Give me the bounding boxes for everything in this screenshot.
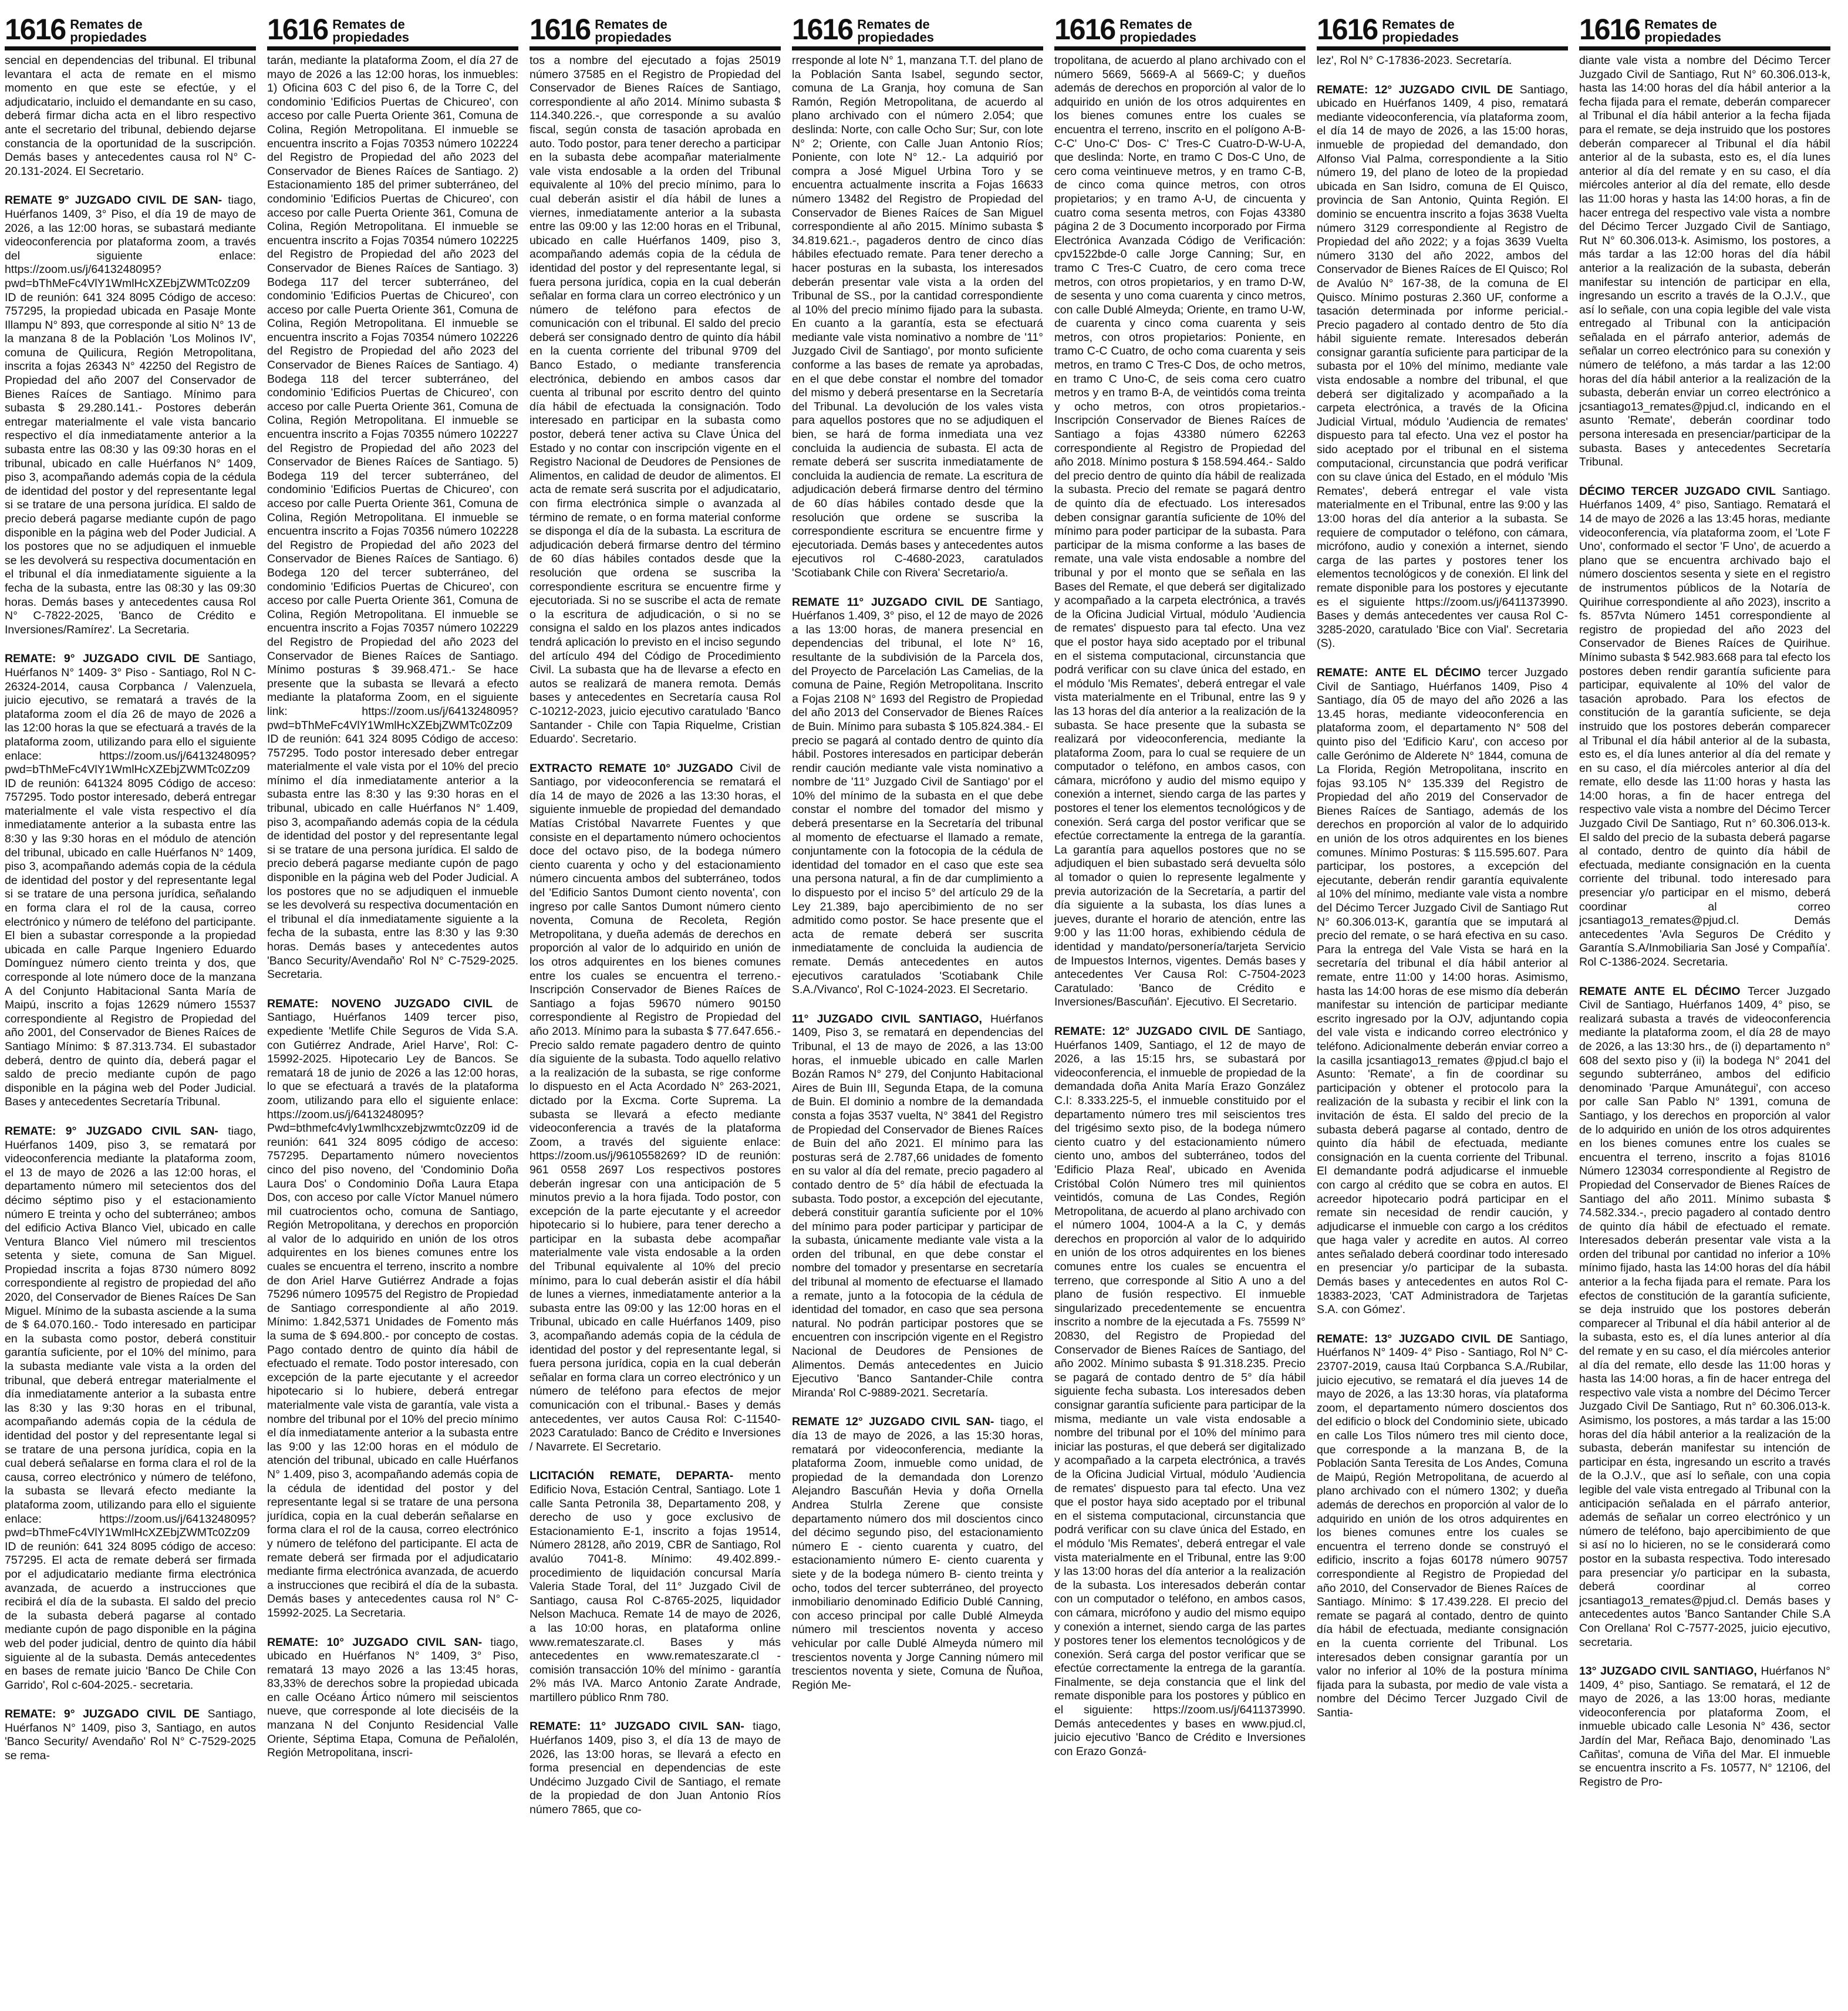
auction-notice	[1317, 1332, 1568, 1720]
section-header	[267, 8, 518, 50]
auction-notice	[267, 54, 518, 982]
section-title: Remates de propiedades	[1382, 17, 1459, 45]
notice-text: Santiago, Huérfanos N° 1409- 3° Piso - Santiago, Rol N C-26324-2014, causa Corpbanca / Valenzuela, juicio ejecutivo, se rematará a través de la plataforma zoom el día 26 de mayo de 2026 a las 12:00 horas la que se efectuará a través de la plataforma zoom, utilizando para ello el siguiente enlace: https://zoom.us/j/6413248095? pwd=bThMeFc4VlY1WmlHcXZEbjZWMTc0Zz09 ID de reunión: 641324 8095 Código de acceso: 757295. Todo postor interesado, deberá entregar materialmente el vale vista respectivo el día inmediatamente anterior a la subasta entre las 8:30 y las 9:30 horas en el módulo de atención del tribunal, ubicado en calle Huérfanos N° 1409, piso 3, acompañando además copia de la cédula de identidad del postor y del representante legal si se tratare de una persona jurídica, señalando en forma clara el rol de la causa, correo electrónico y número de teléfono del participante. El bien a subastar corresponde a la propiedad ubicada en calle Parque Ingeniero Eduardo Domínguez número ciento treinta y dos, que corresponde al lote número doce de la manzana A del Conjunto Habitacional Santa María de Maipú, inscrito a fojas 12629 número 15537 correspondiente al Registro de Propiedad del año 2001, del Conservador de Bienes Raíces de Santiago Mínimo: $ 87.313.734. El subastador deberá, dentro de quinto día, deberá pagar el saldo de precio mediante cupón de pago disponible en la página web del Poder Judicial. Bases y antecedentes Secretaría Tribunal.	[5, 652, 256, 1109]
auction-notice	[1579, 1665, 1830, 1789]
auction-notice	[5, 194, 256, 637]
auction-notice	[1317, 54, 1568, 68]
notice-heading: REMATE: 12° JUZGADO CIVIL DE	[1054, 1024, 1251, 1038]
notice-heading: REMATE: 10° JUZGADO CIVIL SAN-	[267, 1635, 483, 1649]
notice-heading: LICITACIÓN REMATE, DEPARTA-	[530, 1469, 734, 1483]
column-body	[792, 50, 1043, 1692]
column-body	[1054, 50, 1306, 1759]
notice-text: tarán, mediante la plataforma Zoom, el día 27 de mayo de 2026 a las 12:00 horas, los inmuebles: 1) Oficina 603 C del piso 6, de la Torre C, del condominio 'Edificios Puertas de Chicureo', con acceso por calle Puerta Oriente 361, Comuna de Colina, Región Metropolitana. El inmueble se encuentra inscrito a Fojas 70353 número 102224 del Registro de Propiedad del año 2023 del Conservador de Bienes Raíces de Santiago. 2) Estacionamiento 185 del primer subterráneo, del condominio 'Edificios Puertas de Chicureo', con acceso por calle Puerta Oriente 361, Comuna de Colina, Región Metropolitana. El inmueble se encuentra inscrito a Fojas 70354 número 102225 del Registro de Propiedad del año 2023 del Conservador de Bienes Raíces de Santiago. 3) Bodega 117 del tercer subterráneo, del condominio 'Edificios Puertas de Chicureo', con acceso por calle Puerta Oriente 361, Comuna de Colina, Región Metropolitana. El inmueble se encuentra inscrito a Fojas 70354 número 102226 del Registro de Propiedad del año 2023 del Conservador de Bienes Raíces de Santiago. 4) Bodega 118 del tercer subterráneo, del condominio 'Edificios Puertas de Chicureo', con acceso por calle Puerta Oriente 361, Comuna de Colina, Región Metropolitana. El inmueble se encuentra inscrito a Fojas 70355 número 102227 del Registro de Propiedad del año 2023 del Conservador de Bienes Raíces de Santiago. 5) Bodega 119 del tercer subterráneo, del condominio 'Edificios Puertas de Chicureo', con acceso por calle Puerta Oriente 361, Comuna de Colina, Región Metropolitana. El inmueble se encuentra inscrito a Fojas 70356 número 102228 del Registro de Propiedad del año 2023 del Conservador de Bienes Raíces de Santiago. 6) Bodega 120 del tercer subterráneo, del condominio 'Edificios Puertas de Chicureo', con acceso por calle Puerta Oriente 361, Comuna de Colina, Región Metropolitana. El inmueble se encuentra inscrito a Fojas 70357 número 102229 del Registro de Propiedad del año 2023 del Conservador de Bienes Raíces de Santiago. Mínimo posturas $ 39.968.471.- Se hace presente que la subasta se llevará a efecto mediante la plataforma Zoom, en el siguiente link: https://zoom.us/j/6413248095? pwd=bThMeFc4VlY1WmlHcXZEbjZWMTc0Zz09 ID de reunión: 641 324 8095 Código de acceso: 757295. Todo postor interesado deber entregar materialmente el vale vista por el 10% del precio mínimo el día inmediatamente anterior a la subasta entre las 8:30 y las 9:30 horas en el tribunal, ubicado en calle Huérfanos N° 1.409, piso 3, acompañando además copia de la cédula de identidad del postor y del representante legal si se tratare de una persona jurídica. El saldo de precio deberá pagarse mediante cupón de pago disponible en la página web del Poder Judicial. A los postores que no se adjudiquen el inmueble se les devolverá su respectiva documentación en el tribunal el día inmediatamente siguiente a la fecha de la subasta, entre las 8:30 y las 9:30 horas. Demás bases y antecedentes autos 'Banco Security/Avendaño' Rol N° C-7529-2025. Secretaria.	[267, 54, 518, 981]
notice-text: de Santiago, Huérfanos 1409 tercer piso, expediente 'Metlife Chile Seguros de Vida S.A. con Gutiérrez Andrade, Ariel Harve', Rol: C-15992-2025. Hipotecario Ley de Bancos. Se rematará 18 de junio de 2026 a las 12:00 horas, lo que se efectuará a través de la plataforma zoom, utilizando para ello el siguiente enlace: https://zoom.us/j/6413248095? Pwd=bthmefc4vly1wmlhcxzebjzwmtc0zz09 id de reunión: 641 324 8095 código de acceso: 757295. Departamento número novecientos cinco del piso noveno, del 'Condominio Doña Laura Dos' o Condominio Doña Laura Etapa Dos, con acceso por calle Víctor Manuel número mil cuatrocientos ocho, comuna de Santiago, Región Metropolitana, y derechos en proporción al valor de lo adquirido en unión de los otros adquirentes en los bienes comunes entre los cuales se encuentra el terreno, inscrito a nombre de don Ariel Harve Gutiérrez Andrade a fojas 75296 número 109575 del Registro de Propiedad de Santiago correspondiente al año 2019. Mínimo: 1.842,5371 Unidades de Fomento más la suma de $ 694.800.- por concepto de costas. Pago contado dentro de quinto día hábil de efectuado el remate. Todo postor interesado, con excepción de la parte ejecutante y el acreedor hipotecario si lo hubiere, deberá entregar materialmente vale vista de garantía, vale vista a nombre del tribunal por el 10% del precio mínimo el día inmediatamente anterior a la subasta entre las 9:00 y las 12:00 horas en el módulo de atención del tribunal, ubicado en calle Huérfanos N° 1.409, piso 3, acompañando además copia de la cédula de identidad del postor y del representante legal si se tratare de una persona jurídica, copia en la cual deberán señalarse en forma clara el rol de la causa, correo electrónico y número de teléfono del participante. El acta de remate deberá ser firmada por el adjudicatario mediante firma electrónica avanzada, de acuerdo a instrucciones que recibirá el día de la subasta. Demás bases y antecedentes causa rol N° C-15992-2025. La Secretaria.	[267, 997, 518, 1619]
auction-notice	[5, 1125, 256, 1692]
section-header	[1054, 8, 1306, 50]
section-header	[5, 8, 256, 50]
notice-text: Santiago, Huérfanos 1409, Santiago, el 12 de mayo de 2026, a las 15:15 hrs, se subastará por videoconferencia, el inmueble de propiedad de la demandada doña Anita María Erazo González C.I: 8.333.225-5, el inmueble constituido por el departamento número tres mil seiscientos tres del trigésimo sexto piso, de la bodega número ciento cuatro y del estacionamiento número ciento uno, ambos del subterráneo, todos del 'Edificio Plaza Real', ubicado en Avenida Cristóbal Colón Número tres mil quinientos veintidós, comuna de Las Condes, Región Metropolitana, de acuerdo al plano archivado con el número 1004, 1004-A a la C, y demás derechos en proporción al valor de lo adquirido en unión de los otros adquirentes en los bienes comunes entre los cuales se encuentra el terreno, que corresponde al Sitio A uno a del plano de fusión respectivo. El inmueble singularizado precedentemente se encuentra inscrito a nombre de la ejecutada a Fs. 75599 N° 20830, del Registro de Propiedad del Conservador de Bienes Raíces de Santiago, del año 2002. Mínimo subasta $ 91.318.235. Precio se pagará de contado dentro de 5° día hábil siguiente fecha subasta. Los interesados deben consignar garantía suficiente para participar de la misma, mediante un vale vista endosable a nombre del tribunal por el 10% del mínimo para iniciar las posturas, el que deberá ser digitalizado y acompañado a la carpeta electrónica, a través de la Oficina Judicial Virtual, módulo 'Audiencia de remates' dispuesto para tal efecto. Una vez que el postor haya sido aceptado por el tribunal en el sistema computacional, circunstancia que podrá verificar con su clave única del Estado, en el módulo 'Mis Remates', deberá entregar el vale vista materialmente en el Tribunal, entre las 9:00 y las 13:00 horas del día anterior a la realización de la subasta. Los interesados deberán contar con un computador o teléfono, en ambos casos, con cámara, micrófono y audio del mismo equipo y conexión a internet, siendo carga de las partes y postores tener los elementos tecnológicos y de conexión. Será carga del postor verificar que se efectúe correctamente la entrega de la garantía. Finalmente, se deja constancia que el link del remate disponible para los postores y público en el siguiente: https://zoom.us/j/6411373990. Demás antecedentes y bases en www.pjud.cl, juicio ejecutivo 'Banco de Crédito e Inversiones con Erazo Gonzá-	[1054, 1024, 1306, 1758]
notice-heading: REMATE 11° JUZGADO CIVIL DE	[792, 595, 987, 609]
notice-text: diante vale vista a nombre del Décimo Tercer Juzgado Civil de Santiago, Rut N° 60.306.013-k, hasta las 14:00 horas del día hábil anterior a la fecha fijada para el remate, deberán comparecer al Tribunal el día hábil anterior a la fecha fijada para el remate, se deja instruido que los postores deberán comparecer al Tribunal el día hábil anterior al de la subasta, esto es, el día lunes anterior al día del remate y en su caso, el día miércoles anterior al día del remate, ello desde las 11:00 horas y hasta las 14:00 horas, a fin de hacer entrega del respectivo vale vista a nombre del Décimo Tercer Juzgado Civil de Santiago, Rut N° 60.306.013-k. Asimismo, los postores, a más tardar a las 12:00 horas del día hábil anterior a la realización de la subasta, deberán manifestar su intención de participar en ella, ingresando un escrito a través de la O.J.V., que así lo señale, con una copia legible del vale vista entregado al Tribunal con la anticipación señalada en el párrafo anterior, además de señalar un correo electrónico para su conexión y número de teléfono, a más tardar a las 12:00 horas del día hábil anterior a la realización de la subasta, deberán enviar un correo electrónico a jcsantiago13_remates@pjud.cl, indicando en el asunto 'Remate', deberán coordinar todo persona interesada en presenciar/participar de la subasta. Bases y antecedentes Secretaría Tribunal.	[1579, 54, 1830, 469]
page-number: 1616	[792, 13, 853, 46]
page-number: 1616	[267, 13, 328, 46]
notice-text: Santiago. Huérfanos 1409, 4° piso, Santiago. Rematará el 14 de mayo de 2026 a las 13:45 horas, mediante videoconferencia, vía plataforma zoom, el 'Lote F Uno', conformado el sector 'F Uno', de acuerdo a plano que se encuentra archivado bajo el número doscientos sesenta y siete en el registro de instrumentos públicos de la Notaría de Quirihue correspondiente al año 2023), inscrito a fs. 857vta Número 1451 correspondiente al registro de propiedad del año 2023 del Conservador de Bienes Raíces de Quirihue. Mínimo subasta $ 542.983.668 para tal efecto los postores deben rendir garantía suficiente para participar, equivalente al 10% del valor de tasación aprobado. Para los efectos de constitución de la garantía suficiente, se deja instruido que los postores deberán comparecer al Tribunal el día hábil anterior al de la subasta, esto es, el día lunes anterior al día del remate y en su caso, el día miércoles anterior al día del remate, ello desde las 11:00 horas y hasta las 14:00 horas, a fin de hacer entrega del respectivo vale vista a nombre del Décimo Tercer Juzgado Civil De Santiago, Rut n° 60.306.013-k. El saldo del precio de la subasta deberá pagarse al contado, dentro de quinto día hábil de efectuada, mediante consignación en la cuenta corriente del tribunal. todo interesado para presenciar y/o participar en el mismo, deberá coordinar al correo jcsantiago13_remates@pjud.cl. Demás antecedentes 'Avla Seguros De Crédito y Garantía S.A/Inmobiliaria San José y Compañía'. Rol C-1386-2024. Secretaria.	[1579, 484, 1830, 969]
auction-notice	[267, 997, 518, 1621]
notice-heading: REMATE: 9° JUZGADO CIVIL DE	[5, 652, 200, 666]
notice-heading: EXTRACTO REMATE 10° JUZGADO	[530, 761, 733, 775]
notice-heading: REMATE: ANTE EL DÉCIMO	[1317, 666, 1481, 679]
auction-notice	[1579, 485, 1830, 970]
auction-notice	[1579, 54, 1830, 470]
section-title: Remates de propiedades	[1644, 17, 1722, 45]
notice-text: tiago, Huérfanos 1409, piso 3, el día 13 de mayo de 2026, las 13:00 horas, se llevará a efecto en forma presencial en dependencias de este Undécimo Juzgado Civil de Santiago, el remate de la propiedad de don Juan Antonio Ríos número 7865, que co-	[530, 1720, 781, 1817]
auction-notice	[1317, 666, 1568, 1317]
notice-text: Huérfanos N° 1409, 4° piso, Santiago. Se rematará, el 12 de mayo de 2026, a las 13:00 horas, mediante videoconferencia por plataforma Zoom, el inmueble ubicado calle Lesonia N° 436, sector Jardín del Mar, Reñaca Bajo, denominado 'Las Cañitas', comuna de Viña del Mar. El inmueble se encuentra inscrito a Fs. 10577, N° 12106, del Registro de Pro-	[1579, 1665, 1830, 1789]
notice-text: sencial en dependencias del tribunal. El tribunal levantara el acta de remate en el mismo momento en que este se efectúe, y el adjudicatario, incluido el demandante en su caso, deberá firmar dicha acta en el libro respectivo ante el secretario del tribunal, debiendo dejarse constancia de la oportunidad de la suscripción. Demás bases y antecedentes causa rol N° C-20.131-2024. El Secretario.	[5, 54, 256, 178]
notice-text: mento Edificio Nova, Estación Central, Santiago. Lote 1 calle Santa Petronila 38, Departamento 208, y derecho de uso y goce exclusivo de Estacionamiento E-1, inscrito a fojas 19514, Número 28128, año 2019, CBR de Santiago, Rol avalúo 7041-8. Mínimo: 49.402.899.- procedimiento de liquidación concursal María Valeria Stade Toral, del 11° Juzgado Civil de Santiago, causa Rol C-8765-2025, liquidador Nelson Machuca. Remate 14 de mayo de 2026, a las 10:00 horas, en plataforma online www.remateszarate.cl. Bases y más antecedentes en www.remateszarate.cl - comisión transacción 10% del mínimo - garantía 2% más IVA. Marco Antonio Zarate Andrade, martillero público Rnm 780.	[530, 1469, 781, 1704]
auction-notice	[792, 1415, 1043, 1692]
notice-text: Santiago, Huérfanos N° 1409, piso 3, Santiago, en autos 'Banco Security/ Avendaño' Rol N° C-7529-2025 se rema-	[5, 1708, 256, 1763]
column-5	[1054, 8, 1306, 2006]
notice-heading: REMATE: 12° JUZGADO CIVIL DE	[1317, 83, 1513, 96]
notice-heading: REMATE: 13° JUZGADO CIVIL DE	[1317, 1332, 1513, 1345]
column-4	[792, 8, 1043, 2006]
notice-text: Santiago, Huérfanos 1.409, 3° piso, el 12 de mayo de 2026 a las 13:00 horas, de manera presencial en dependencias del tribunal, el lote N° 16, resultante de la subdivisión de la Parcela dos, del Proyecto de Parcelación Las Camelias, de la comuna de Paine, Región Metropolitana. Inscrito a Fojas 2108 N° 1693 del Registro de Propiedad del año 2013 del Conservador de Bienes Raíces de Buin. Mínimo para subasta $ 105.824.384.- El precio se pagará al contado dentro de quinto día hábil. Postores interesados en participar deberán rendir caución mediante vale vista nominativo a nombre de '11° Juzgado Civil de Santiago' por el 10% del mínimo de la subasta en el que debe constar el nombre del tomador del mismo y deberá presentarse en la Secretaría del tribunal al momento de efectuarse el llamado a remate, conjuntamente con la fotocopia de la cédula de identidad del tomador en el caso que este sea una persona natural, a fin de dar cumplimiento a lo dispuesto por el inciso 5° del artículo 29 de la Ley 21.389, bajo apercibimiento de no ser admitido como postor. Se hace presente que el acta de remate deberá ser suscrita inmediatamente de concluida la audiencia de remate. Demás antecedentes en autos ejecutivos caratulados 'Scotiabank Chile S.A./Vivanco', Rol C-1024-2023. El Secretario.	[792, 595, 1043, 997]
auction-notice	[792, 54, 1043, 581]
notice-text: tiago, ubicado en Huérfanos N° 1409, 3° Piso, rematará 13 mayo 2026 a las 13:45 horas, 83,33% de derechos sobre la propiedad ubicada en calle Océano Ártico número mil seiscientos nueve, que corresponde al lote dieciséis de la manzana N del Conjunto Residencial Valle Oriente, Séptima Etapa, Comuna de Peñalolén, Región Metropolitana, inscri-	[267, 1635, 518, 1760]
column-7	[1579, 8, 1830, 2006]
auction-notice	[1054, 54, 1306, 1010]
notice-text: tropolitana, de acuerdo al plano archivado con el número 5669, 5669-A al 5669-C; y dueños además de derechos en proporción al valor de lo adquirido en unión de los otros adquirentes en los bienes comunes entre los cuales se encuentra el terreno, inscrito en el polígono A-B-C-C' Uno-C' Dos- C' Tres-C Cuatro-D-W-U-A, que deslinda: Norte, en tramo C Dos-C Uno, de cero coma veintinueve metros, y en tramo C-B, de cinco coma quince metros, con otros propietarios; y en tramo A-U, de cincuenta y cuatro coma sesenta metros, con Fojas 43380 página 2 de 3 Documento incorporado por Firma Electrónica Avanzada Código de Verificación: cpv1522bde-0 calle Jorge Canning; Sur, en tramo C Tres-C Cuatro, de cero coma trece metros, con otros propietarios, y en tramo D-W, de sesenta y uno coma cuarenta y cinco metros, con calle Dublé Almeyda; Oriente, en tramo U-W, de cuarenta y cinco coma cuarenta y seis metros, con otros propietarios: Poniente, en tramo C-C Cuatro, de ocho coma cuarenta y seis metros, en tramo C Tres-C Dos, de ocho metros, en tramo C Uno-C, de seis coma cero cuatro metros y en tramo B-A, de veintidós coma treinta y ocho metros, con otros propietarios.- Inscripción Conservador de Bienes Raíces de Santiago a fojas 43380 número 62263 correspondiente al Registro de Propiedad del año 2018. Mínimo postura $ 158.594.464.- Saldo del precio dentro de quinto día hábil de realizada la subasta. Precio del remate se pagará dentro de quinto día de efectuado. Los interesados deben consignar garantía suficiente de 10% del mínimo para poder participar de la subasta. Para participar de la misma conforme a las bases de remate, una vale vista endosable a nombre del tribunal y por el monto que se señala en las Bases del Remate, el que deberá ser digitalizado y acompañado a la carpeta electrónica, a través de la Oficina Judicial Virtual, módulo 'Audiencia de remates' dispuesto para tal efecto. Una vez que el postor haya sido aceptado por el tribunal en el sistema computacional, circunstancia que podrá verificar con su clave única del estado, en el módulo 'Mis Remates', deberá entregar el vale vista materialmente en el Tribunal, entre las 9 y las 13 horas del día anterior a la realización de la subasta. Se hace presente que la subasta se realizará por videoconferencia, mediante la plataforma Zoom, para lo cual se requiere de un computador o teléfono, en ambos casos, con cámara, micrófono y audio del mismo equipo y conexión a internet, siendo carga de las partes y postores el tener los elementos tecnológicos y de conexión. Será carga del postor verificar que se efectúe correctamente la entrega de la garantía. La garantía para aquellos postores que no se adjudiquen el bien subastado será devuelta sólo al tomador o quien lo represente legalmente y previa autorización de la Secretaría, a partir del día siguiente a la subasta, los días lunes a jueves, durante el horario de atención, entre las 9:00 y las 11:00 horas, exhibiendo cédula de identidad y mandato/personería/tarjeta Servicio de Impuestos Internos, vigentes. Demás bases y antecedentes Ver Causa Rol: C-7504-2023 Caratulado: 'Banco de Crédito e Inversiones/Bascuñán'. Ejecutivo. El Secretario.	[1054, 54, 1306, 1009]
page-number: 1616	[5, 13, 66, 46]
auction-notice	[1579, 985, 1830, 1650]
auction-notice	[1317, 83, 1568, 651]
page-number: 1616	[1054, 13, 1115, 46]
page-number: 1616	[530, 13, 591, 46]
auction-notice	[530, 1720, 781, 1817]
notice-text: tiago, el día 13 de mayo de 2026, a las 15:30 horas, rematará por videoconferencia, mediante la plataforma Zoom, inmueble como unidad, de propiedad de la demandada don Lorenzo Alejandro Bascuñán Hevia y doña Ornella Andrea Stulrla Zerene que consiste departamento número dos mil doscientos cinco del décimo segundo piso, del estacionamiento número E - ciento cuarenta y cuatro, del estacionamiento número E- ciento cuarenta y siete y de la bodega número B- ciento treinta y ocho, todos del tercer subterráneo, del proyecto inmobiliario denominado Edificio Dublé Canning, con acceso principal por calle Dublé Almeyda número mil trescientos noventa y acceso vehicular por calle Dublé Almeyda número mil trescientos noventa y Jorge Canning número mil trescientos noventa y siete, Comuna de Ñuñoa, Región Me-	[792, 1415, 1043, 1692]
section-header	[792, 8, 1043, 50]
auction-notice	[5, 652, 256, 1109]
notice-text: lez', Rol N° C-17836-2023. Secretaría.	[1317, 54, 1512, 67]
column-3	[530, 8, 781, 2006]
auction-notice	[5, 1708, 256, 1763]
auction-notice	[530, 1469, 781, 1705]
section-title: Remates de propiedades	[595, 17, 672, 45]
notice-heading: REMATE 12° JUZGADO CIVIL SAN-	[792, 1415, 994, 1429]
notice-text: Tercer Juzgado Civil de Santiago, Huérfanos 1409, 4° piso, se realizará subasta a través de videoconferencia mediante la plataforma zoom, el día 28 de mayo de 2026, a las 13:30 hrs., de (i) departamento n° 608 del sexto piso y (ii) la bodega N° 2041 del segundo subterráneo, ambos del edificio denominado 'Parque Amunátegui', con acceso por calle San Pablo N° 1391, comuna de Santiago, y los derechos en proporción al valor de lo adquirido en unión de los otros adquirentes en los bienes comunes entre los cuales se encuentra el terreno, inscrito a fojas 81016 Número 123034 correspondiente al Registro de Propiedad del Conservador de Bienes Raíces de Santiago del año 2011. Mínimo subasta $ 74.582.334.-, precio pagadero al contado dentro de quinto día hábil de efectuado el remate. Interesados deberán presentar vale vista a la orden del tribunal por cantidad no inferior a 10% mínimo fijado, hasta las 14:00 horas del día hábil anterior a la fecha fijada para el remate. Para los efectos de constitución de la garantía suficiente, se deja instruido que los postores deberán comparecer al Tribunal el día hábil anterior al de la subasta, esto es, el día lunes anterior al día del remate y en su caso, el día miércoles anterior al día del remate, ello desde las 11:00 horas y hasta las 14:00 horas, a fin de hacer entrega del respectivo vale vista a nombre del Décimo Tercer Juzgado Civil De Santiago, Rut n° 60.306.013-k. Asimismo, los postores, a más tardar a las 15:00 horas del día hábil anterior a la realización de la subasta, deberán manifestar su intención de participar en ésta, ingresando un escrito a través de la O.J.V., que así lo señale, con una copia legible del vale vista entregado al Tribunal con la anticipación señalada en el párrafo anterior, además de señalar un correo electrónico y un número de teléfono, bajo apercibimiento de que si así no lo hicieren, no se le considerará como postor en la subasta respectiva. Todo interesado para presenciar y/o participar en la subasta, deberá coordinar al correo jcsantiago13_remates@pjud.cl. Demás bases y antecedentes autos 'Banco Santander Chile S.A Con Orellana' Rol C-7577-2025, juicio ejecutivo, secretaria.	[1579, 984, 1830, 1649]
notice-text: Santiago, ubicado en Huérfanos 1409, 4 piso, rematará mediante videoconferencia, vía plataforma zoom, el día 14 de mayo de 2026, a las 15:00 horas, inmueble de propiedad del demandado, don Alfonso Vial Palma, correspondiente a la Sitio número 19, del plano de loteo de la propiedad ubicada en San Isidro, comuna de El Quisco, provincia de San Antonio, Quinta Región. El dominio se encuentra inscrito a fojas 3638 Vuelta número 3129 correspondiente al Registro de Propiedad del año 2022; y a fojas 3639 Vuelta número 3130 del año 2022, ambos del Conservador de Bienes Raíces de El Quisco; Rol de Avalúo N° 167-38, de la comuna de El Quisco. Mínimo posturas 2.360 UF, conforme a tasación determinada por informe pericial.- Precio pagadero al contado dentro de 5to día hábil siguiente remate. Interesados deberán consignar garantía suficiente para participar de la subasta por el 10% del mínimo, mediante vale vista endosable a nombre del tribunal, el que deberá ser digitalizado y acompañado a la carpeta electrónica, a través de la Oficina Judicial Virtual, módulo 'Audiencia de remates' dispuesto para tal efecto. Una vez el postor ha sido aceptado por el tribunal en el sistema computacional, circunstancia que podrá verificar con su clave única del Estado, en el módulo 'Mis Remates', deberá entregar el vale vista materialmente en el Tribunal, entre las 9:00 y las 13:00 horas del día anterior a la subasta. Se requiere de computador o teléfono, con cámara, micrófono, audio y conexión a internet, siendo carga de las partes y postores tener los elementos tecnológicos y de conexión. El link del remate disponible para los postores y ejecutante es el siguiente https://zoom.us/j/6411373990. Bases y demás antecedentes ver causa Rol C-3285-2020, caratulado 'Bice con Vial'. Secretaria (S).	[1317, 83, 1568, 650]
notice-heading: DÉCIMO TERCER JUZGADO CIVIL	[1579, 484, 1776, 498]
section-header	[1579, 8, 1830, 50]
auction-notice	[267, 1636, 518, 1760]
notice-text: Santiago, Huérfanos N° 1409- 4° Piso - Santiago, Rol N° C-23707-2019, causa Itaú Corpbanca S.A./Rubilar, juicio ejecutivo, se rematará el día jueves 14 de mayo de 2026, a las 13:30 horas, vía plataforma zoom, el departamento número doscientos dos del edificio o block del Condominio siete, ubicado en calle Los Tilos número tres mil ciento doce, que corresponde a la manzana B, de la Población Santa Teresita de Los Andes, Comuna de Maipú, Región Metropolitana, de acuerdo al plano archivado con el número 1302; y dueña además de derechos en proporción al valor de lo adquirido en unión de los otros adquirentes en los bienes comunes entre los cuales se encuentra el terreno donde se construyó el edificio, inscrito a fojas 60178 número 90757 correspondiente al Registro de Propiedad del año 2010, del Conservador de Bienes Raíces de Santiago. Mínimo: $ 17.439.228. El precio del remate se pagará al contado, dentro de quinto día hábil de efectuada, mediante consignación en la cuenta corriente del Tribunal. Los interesados deben consignar garantía por un valor no inferior al 10% de la postura mínima fijada para la subasta, por medio de vale vista a nombre del Décimo Tercer Juzgado Civil de Santia-	[1317, 1332, 1568, 1719]
page-number: 1616	[1317, 13, 1378, 46]
auction-notice	[530, 762, 781, 1455]
notice-text: Huérfanos 1409, Piso 3, se rematará en dependencias del Tribunal, el 13 de mayo de 2026, a las 13:00 horas, el inmueble ubicado en calle Marlen Bozán Ramos N° 279, del Conjunto Habitacional Aires de Buin III, Segunda Etapa, de la comuna de Buin. El dominio a nombre de la demandada consta a fojas 3537 vuelta, N° 3841 del Registro de Propiedad del Conservador de Bienes Raíces de Buin del año 2021. El mínimo para las posturas será de 2.787,66 unidades de fomento en su valor al día del remate, precio pagadero al contado dentro de 5° día hábil de efectuada la subasta. Todo postor, a excepción del ejecutante, deberá constituir garantía suficiente por el 10% del mínimo para poder participar y participar de la subasta, únicamente mediante vale vista a la orden del tribunal, en que debe constar el nombre del tomador y presentarse en secretaría del tribunal al momento de efectuarse el llamado a remate, junto a la fotocopia de la cédula de identidad del tomador, en caso que sea persona natural. No podrán participar postores que se encuentren con inscripción vigente en el Registro Nacional de Deudores de Pensiones de Alimentos. Demás antecedentes en Juicio Ejecutivo 'Banco Santander-Chile contra Miranda' Rol C-9889-2021. Secretaría.	[792, 1012, 1043, 1399]
notice-text: tiago, Huérfanos 1409, piso 3, se rematará por videoconferencia mediante la plataforma zoom, el 13 de mayo de 2026 a las 12:00 horas, el departamento número mil setecientos dos del décimo séptimo piso y el estacionamiento número E treinta y ocho del subterráneo; ambos del edificio Activa Blanco Viel, ubicado en calle Ventura Blanco Viel número mil trescientos setenta y siete, comuna de San Miguel. Propiedad inscrita a fojas 8730 número 8092 correspondiente al registro de propiedad del año 2020, del Conservador de Bienes Raíces De San Miguel. Mínimo de la subasta asciende a la suma de $ 64.070.160.- Todo interesado en participar en la subasta como postor, deberá constituir garantía suficiente, por el 10% del mínimo, para la subasta mediante vale vista a la orden del tribunal, que deberá entregar materialmente el día inmediatamente anterior a la subasta entre las 8:30 y las 9:30 horas en el tribunal, acompañando además copia de la cédula de identidad del postor y del representante legal si se tratare de una persona jurídica, copia en la cual deberá señalarse en forma clara el rol de la causa, correo electrónico y número de teléfono, la subasta se llevará efecto mediante la plataforma zoom, utilizando para ello el siguiente enlace: https://zoom.us/j/6413248095?pwd=bThmeFc4VlY1WmlHcXZEbjZWMTc0Zz09 ID de reunión: 641 324 8095 código de acceso: 757295. El acta de remate deberá ser firmada por el adjudicatario mediante firma electrónica avanzada, de acuerdo a instrucciones que recibirá el día de la subasta. El saldo del precio de la subasta deberá pagarse al contado mediante cupón de pago disponible en la página web del poder judicial, dentro de quinto día hábil siguiente al de la subasta. Demás antecedentes en bases de remate juicio 'Banco De Chile Con Garrido', Rol c-604-2025.- secretaria.	[5, 1124, 256, 1692]
notice-heading: REMATE 9° JUZGADO CIVIL DE SAN-	[5, 194, 222, 207]
notice-heading: REMATE: NOVENO JUZGADO CIVIL	[267, 997, 493, 1010]
section-title: Remates de propiedades	[70, 17, 147, 45]
notice-heading: REMATE: 9° JUZGADO CIVIL SAN-	[5, 1124, 218, 1138]
section-header	[1317, 8, 1568, 50]
notice-text: tercer Juzgado Civil de Santiago, Huérfanos 1409, Piso 4 Santiago, día 05 de mayo del año 2026 a las 13.45 horas, mediante videoconferencia en plataforma zoom, el departamento N° 508 del quinto piso del 'Edificio Karu', con acceso por calle Gerónimo de Alderete N° 1844, comuna de La Florida, Región Metropolitana, inscrito en fojas 93.105 N° 135.339 del Registro de Propiedad del año 2019 del Conservador de Bienes Raíces de Santiago, además de los derechos en proporción al valor de lo adquirido en unión de los otros adquirentes en los bienes comunes. Mínimo Posturas: $ 115.595.607. Para participar, los postores, a excepción del ejecutante, deberán rendir garantía equivalente al 10% del mínimo, mediante vale vista a nombre del Décimo Tercer Juzgado Civil de Santiago Rut N° 60.306.013-K, garantía que se imputará al precio del remate, o se hará efectiva en su caso. Para la entrega del Vale Vista se hará en la secretaría del tribunal el día hábil anterior al remate, entre 11:00 y 14:00 horas. Asimismo, hasta las 14:00 horas de ese mismo día deberán manifestar su intención de participar mediante escrito ingresado por la OJV, adjuntando copia del vale vista e indicando correo electrónico y teléfono. Adicionalmente deberán enviar correo a la casilla jcsantiago13_remates @pjud.cl bajo el Asunto: 'Remate', a fin de coordinar su participación y obtener el protocolo para la realización de la subasta y recibir el link con la invitación de ésta. El saldo del precio de la subasta deberá pagarse al contado, dentro de quinto día hábil de efectuada, mediante consignación en la cuenta corriente del Tribunal. El demandante podrá adjudicarse el inmueble con cargo al crédito que se cobra en autos. El acreedor hipotecario podrá participar en el remate sin necesidad de rendir caución, y adjudicarse el inmueble con cargo a los créditos que haga valer y acredite en autos. Al correo antes señalado deberá coordinar todo interesado en presenciar y/o participar de la subasta. Demás bases y antecedentes en autos Rol C-18383-2023, 'CAT Administradora de Tarjetas S.A. con Gómez'.	[1317, 666, 1568, 1317]
column-body	[267, 50, 518, 1760]
auction-notice	[530, 54, 781, 747]
auction-notice	[1054, 1025, 1306, 1759]
notice-heading: REMATE: 11° JUZGADO CIVIL SAN-	[530, 1720, 744, 1733]
notice-text: rresponde al lote N° 1, manzana T.T. del plano de la Población Santa Isabel, segundo sector, comuna de La Granja, hoy comuna de San Ramón, Región Metropolitana, de acuerdo al plano archivado con el número 2.054; que deslinda: Norte, con calle Ocho Sur; Sur, con lote N° 2; Oriente, con Calle Juan Antonio Ríos; Poniente, con lote N° 12.- La adquirió por compra a José Miguel Urbina Toro y se encuentra actualmente inscrita a Fojas 16633 número 13482 del Registro de Propiedad del Conservador de Bienes Raíces de San Miguel correspondiente al año 2015. Mínimo subasta $ 34.819.621.-, pagaderos dentro de cinco días hábiles efectuado remate. Para tener derecho a hacer posturas en la subasta, los interesados deberán presentar vale vista a la orden del Tribunal de SS., por la cantidad correspondiente al 10% del precio mínimo fijado para la subasta. En cuanto a la garantía, esta se efectuará mediante vale vista nominativo a nombre de '11° Juzgado Civil de Santiago', por monto suficiente conforme a las bases de remate ya aprobadas, en el que debe constar el nombre del tomador del mismo y deberá presentarse en la Secretaría del Tribunal. La devolución de los vales vista para aquellos postores que no se adjudiquen el bien, se hará de forma inmediata una vez concluida la audiencia de subasta. El acta de remate deberá ser suscrita inmediatamente de concluida la audiencia de remate. La escritura de adjudicación deberá firmarse dentro del término de 60 días hábiles contado desde que la resolución que ordene se suscriba la correspondiente escritura se encuentre firme y ejecutoriada. Demás bases y antecedentes autos ejecutivos rol C-4680-2023, caratulados 'Scotiabank Chile con Rivera' Secretario/a.	[792, 54, 1043, 579]
column-body	[530, 50, 781, 1817]
section-header	[530, 8, 781, 50]
column-body	[1579, 50, 1830, 1789]
notice-heading: 11° JUZGADO CIVIL SANTIAGO,	[792, 1012, 982, 1025]
auction-notice	[5, 54, 256, 178]
notice-heading: REMATE: 9° JUZGADO CIVIL DE	[5, 1708, 200, 1721]
auction-notice	[792, 1013, 1043, 1401]
section-title: Remates de propiedades	[857, 17, 935, 45]
column-2	[267, 8, 518, 2006]
column-6	[1317, 8, 1568, 2006]
column-body	[1317, 50, 1568, 1720]
section-title: Remates de propiedades	[332, 17, 410, 45]
notice-heading: 13° JUZGADO CIVIL SANTIAGO,	[1579, 1665, 1757, 1678]
column-1	[5, 8, 256, 2006]
section-title: Remates de propiedades	[1119, 17, 1197, 45]
column-body	[5, 50, 256, 1763]
notice-text: tiago, Huérfanos 1409, 3° Piso, el día 19 de mayo de 2026, a las 12:00 horas, se subastará mediante videoconferencia por plataforma zoom, a través del siguiente enlace: https://zoom.us/j/6413248095?pwd=bThMeFc4VlY1WmlHcXZEbjZWMTc0Zz09 ID de reunión: 641 324 8095 Código de acceso: 757295, la propiedad ubicada en Pasaje Monte Illampu N° 893, que corresponde al sitio N° 13 de la manzana 8 de la Población 'Los Molinos IV', comuna de Quilicura, Región Metropolitana, inscrita a fojas 26343 N° 42250 del Registro de Propiedad del año 2007 del Conservador de Bienes Raíces de Santiago. Mínimo para subasta $ 29.280.141.- Postores deberán entregar materialmente el vale vista bancario respectivo el día inmediatamente anterior a la subasta entre las 08:30 y las 09:30 horas en el tribunal, ubicado en calle Huérfanos N° 1409, piso 3, acompañando además copia de la cédula de identidad del postor y del representante legal si se tratare de una persona jurídica. El saldo de precio deberá pagarse mediante cupón de pago disponible en la página web del Poder Judicial. A los postores que no se adjudiquen el inmueble se les devolverá su respectiva documentación en el tribunal el día inmediatamente siguiente a la fecha de la subasta, entre las 08:30 y las 09:30 horas. Demás bases y antecedentes causa Rol N° C-7822-2025, 'Banco de Crédito e Inversiones/Ramírez'. La Secretaria.	[5, 194, 256, 636]
auction-notice	[792, 596, 1043, 997]
notice-text: Civil de Santiago, por videoconferencia se rematará el día 14 de mayo de 2026 a las 13:30 horas, el siguiente inmueble de propiedad del demandado Matías Cristóbal Navarrete Fuentes y que consiste en el departamento número ochocientos doce del octavo piso, de la bodega número ciento cuarenta y ocho y del estacionamiento número cincuenta ambos del subterráneo, todos del 'Edificio Santos Dumont ciento noventa', con ingreso por calle Santos Dumont número ciento noventa, Comuna de Recoleta, Región Metropolitana, y dueña además de derechos en proporción al valor de lo adquirido en unión de los otros adquirentes en los bienes comunes entre los cuales se encuentra el terreno.- Inscripción Conservador de Bienes Raíces de Santiago a fojas 59670 número 90150 correspondiente al Registro de Propiedad del año 2013. Mínimo para la subasta $ 77.647.656.- Precio saldo remate pagadero dentro de quinto día siguiente de la subasta. Todo aquello relativo a la realización de la subasta, se rige conforme lo dispuesto en el Acta Acordado N° 263-2021, dictado por la Excma. Corte Suprema. La subasta se llevará a efecto mediante videoconferencia a través de la plataforma Zoom, a través del siguiente enlace: https://zoom.us/j/9610558269? ID de reunión: 961 0558 2697 Los respectivos postores deberán ingresar con una anticipación de 5 minutos previo a la hora fijada. Todo postor, con excepción de la parte ejecutante y el acreedor hipotecario si lo hubiere, para tener derecho a participar en la subasta debe acompañar materialmente vale vista endosable a la orden del Tribunal equivalente al 10% del precio mínimo, para lo cual deberán asistir el día hábil de lunes a viernes, inmediatamente anterior a la subasta entre las 09:00 y las 12:00 horas en el Tribunal, ubicado en calle Huérfanos 1409, piso 3, acompañando además copia de la cédula de identidad del postor y del representante legal, si fuera persona jurídica, copia en la cual deberán señalar en forma clara un correo electrónico y un número de teléfono para efectos de mejor comunicación con el tribunal.- Bases y demás antecedentes, ver autos Causa Rol: C-11540-2023 Caratulado: Banco de Crédito e Inversiones / Navarrete. El Secretario.	[530, 761, 781, 1453]
notice-text: tos a nombre del ejecutado a fojas 25019 número 37585 en el Registro de Propiedad del Conservador de Bienes Raíces de Santiago, correspondiente al año 2014. Mínimo subasta $ 114.340.226.-, que corresponde a su avalúo fiscal, según consta de tasación aprobada en auto. Todo postor, para tener derecho a participar en la subasta debe acompañar materialmente vale vista endosable a la orden del Tribunal equivalente al 10% del precio mínimo, para lo cual deberán asistir el día hábil de lunes a viernes, inmediatamente anterior a la subasta entre las 09:00 y las 12:00 horas en el Tribunal, ubicado en calle Huérfanos 1409, piso 3, acompañando además copia de la cédula de identidad del postor y del representante legal, si fuera persona jurídica, copia en la cual deberán señalar en forma clara un correo electrónico y un número de teléfono para efectos de comunicación con el tribunal. El saldo del precio deberá ser consignado dentro de quinto día hábil en la cuenta corriente del tribunal 9709 del Banco Estado, o mediante transferencia electrónica, debiendo en ambos casos dar cuenta al tribunal por escrito dentro del quinto día hábil de efectuada la consignación. Todo interesado en participar en la subasta como postor, deberá tener activa su Clave Única del Estado y no contar con inscripción vigente en el Registro Nacional de Deudores de Pensiones de Alimentos, en calidad de deudor de alimentos. El acta de remate será suscrita por el adjudicatario, con firma electrónica simple o avanzada al término de remate, o en forma material conforme se disponga el día de la subasta. La escritura de adjudicación deberá firmarse dentro del término de 60 días hábiles contados desde que la resolución que ordena se suscriba la correspondiente escritura se encuentre firme y ejecutoriada. Si no se suscribe el acta de remate o la escritura de adjudicación, o si no se consigna el saldo en los plazos antes indicados tendrá aplicación lo previsto en el inciso segundo del artículo 494 del Código de Procedimiento Civil. La subasta que ha de llevarse a efecto en autos se realizará de manera remota. Demás bases y antecedentes en Secretaría causa Rol C-10212-2023, juicio ejecutivo caratulado 'Banco Santander - Chile con Tapia Riquelme, Cristian Eduardo'. Secretario.	[530, 54, 781, 746]
page-number: 1616	[1579, 13, 1640, 46]
notice-heading: REMATE ANTE EL DÉCIMO	[1579, 984, 1741, 998]
